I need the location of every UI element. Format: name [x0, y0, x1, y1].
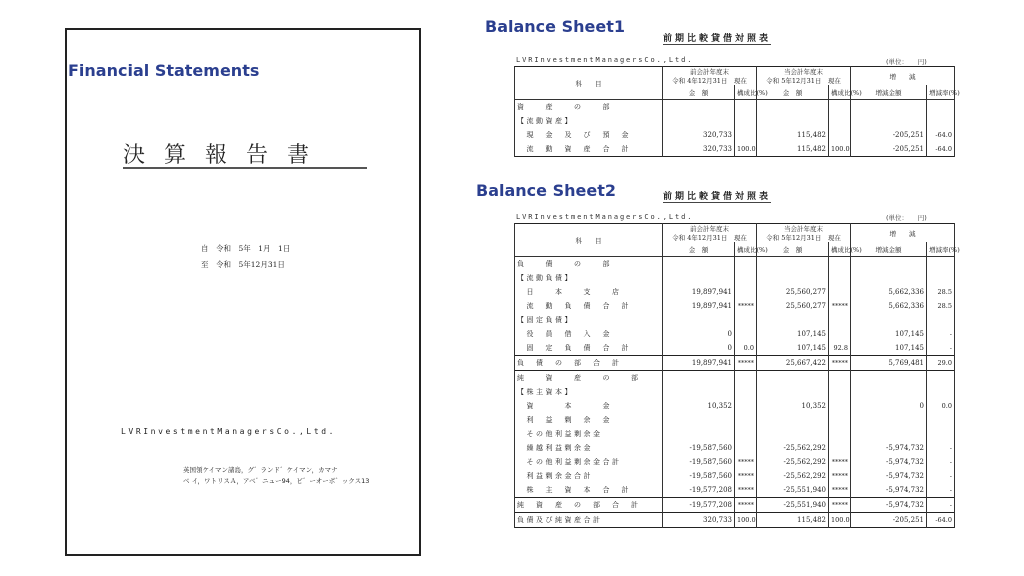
row-label: その他利益剰余金	[515, 427, 663, 441]
curr-ratio: *****	[829, 483, 851, 498]
prev-amount: -19,587,560	[663, 455, 735, 469]
curr-ratio	[829, 427, 851, 441]
table-row	[515, 513, 955, 528]
prev-amount: 19,897,941	[663, 299, 735, 313]
prev-amount	[663, 271, 735, 285]
cover-address-line2: ベ イ，ワトリスＡ，アベ゛ニュー94，ビ゛ーオーボ゛ックス13	[183, 477, 370, 485]
change-amount: -5,974,732	[851, 455, 927, 469]
prev-ratio	[735, 285, 757, 299]
row-label: 固 定 負 債 合 計	[515, 341, 663, 356]
table-row	[515, 483, 955, 498]
prev-amount: 320,733	[663, 128, 735, 142]
change-ratio	[927, 427, 955, 441]
prev-ratio: 100.0	[735, 142, 757, 157]
curr-ratio: *****	[829, 469, 851, 483]
curr-ratio: *****	[829, 498, 851, 513]
table-row	[515, 498, 955, 513]
row-label: 流 動 負 債 合 計	[515, 299, 663, 313]
curr-amount: 25,667,422	[757, 356, 829, 371]
prev-ratio	[735, 385, 757, 399]
curr-ratio: *****	[829, 299, 851, 313]
table-row	[515, 257, 955, 272]
change-ratio	[927, 114, 955, 128]
cover-page	[65, 28, 421, 556]
table-row	[515, 413, 955, 427]
change-amount: -205,251	[851, 513, 927, 528]
bs1-company: LVRInvestmentManagersCo.,Ltd.	[516, 56, 694, 64]
table-row	[515, 399, 955, 413]
row-label: 役 員 借 入 金	[515, 327, 663, 341]
header-amount: 金 額	[757, 85, 829, 100]
change-ratio: 0.0	[927, 399, 955, 413]
table-row	[515, 100, 955, 115]
prev-ratio	[735, 100, 757, 115]
prev-amount: 0	[663, 341, 735, 356]
table-row	[515, 385, 955, 399]
bs2-unit: (単位： 円)	[886, 214, 927, 222]
change-amount: -5,974,732	[851, 441, 927, 455]
table-row	[515, 128, 955, 142]
header-change-ratio: 増減率(%)	[927, 85, 955, 100]
curr-amount	[757, 385, 829, 399]
prev-ratio: 0.0	[735, 341, 757, 356]
header-prev: 前会計年度末 令和 4年12月31日 現在	[663, 67, 757, 86]
curr-ratio	[829, 257, 851, 272]
change-ratio: -64.0	[927, 513, 955, 528]
row-label: 純 資 産 の 部	[515, 371, 663, 386]
curr-amount	[757, 257, 829, 272]
table-row	[515, 114, 955, 128]
prev-ratio: *****	[735, 498, 757, 513]
header-ratio: 構成比(%)	[735, 242, 757, 257]
header-change: 増 減	[851, 67, 955, 86]
prev-ratio	[735, 257, 757, 272]
curr-ratio	[829, 371, 851, 386]
header-ratio: 構成比(%)	[829, 85, 851, 100]
curr-amount: 115,482	[757, 128, 829, 142]
row-label: 【固定負債】	[515, 313, 663, 327]
prev-amount	[663, 413, 735, 427]
change-amount: -205,251	[851, 142, 927, 157]
row-label: 現 金 及 び 預 金	[515, 128, 663, 142]
prev-amount: -19,577,208	[663, 483, 735, 498]
change-amount: 107,145	[851, 341, 927, 356]
row-label: その他利益剰余金合計	[515, 455, 663, 469]
bs1-title: 前期比較貸借対照表	[663, 31, 771, 45]
curr-ratio	[829, 441, 851, 455]
change-ratio: -	[927, 441, 955, 455]
row-label: 株 主 資 本 合 計	[515, 483, 663, 498]
curr-ratio: 92.8	[829, 341, 851, 356]
prev-amount: 320,733	[663, 142, 735, 157]
balance-sheet2-heading: Balance Sheet2	[476, 181, 616, 200]
table-row	[515, 356, 955, 371]
row-label: 流 動 資 産 合 計	[515, 142, 663, 157]
header-change-ratio: 増減率(%)	[927, 242, 955, 257]
row-label: 純 資 産 の 部 合 計	[515, 498, 663, 513]
curr-amount: 107,145	[757, 327, 829, 341]
change-amount	[851, 371, 927, 386]
change-ratio: -	[927, 341, 955, 356]
change-amount: 0	[851, 399, 927, 413]
prev-amount	[663, 385, 735, 399]
change-ratio	[927, 371, 955, 386]
row-label: 【流動資産】	[515, 114, 663, 128]
row-label: 資 本 金	[515, 399, 663, 413]
prev-ratio	[735, 427, 757, 441]
prev-amount: 19,897,941	[663, 285, 735, 299]
curr-amount: 10,352	[757, 399, 829, 413]
row-label: 負 債 の 部 合 計	[515, 356, 663, 371]
prev-amount: 0	[663, 327, 735, 341]
row-label: 日 本 支 店	[515, 285, 663, 299]
change-ratio: -	[927, 483, 955, 498]
change-amount: 107,145	[851, 327, 927, 341]
change-amount: -5,974,732	[851, 498, 927, 513]
header-item: 科 目	[515, 224, 663, 257]
period-to: 至 令和 5年12月31日	[201, 260, 285, 269]
curr-ratio: 100.0	[829, 142, 851, 157]
change-ratio: -	[927, 455, 955, 469]
bs1-unit: (単位： 円)	[886, 58, 927, 66]
balance-sheet1-heading: Balance Sheet1	[485, 17, 625, 36]
table-row	[515, 313, 955, 327]
curr-amount: -25,562,292	[757, 441, 829, 455]
change-ratio: -	[927, 469, 955, 483]
curr-amount	[757, 271, 829, 285]
prev-ratio: *****	[735, 455, 757, 469]
prev-ratio	[735, 114, 757, 128]
prev-amount	[663, 313, 735, 327]
prev-ratio	[735, 399, 757, 413]
change-ratio: 28.5	[927, 285, 955, 299]
curr-amount	[757, 427, 829, 441]
header-prev: 前会計年度末 令和 4年12月31日 現在	[663, 224, 757, 243]
prev-ratio	[735, 441, 757, 455]
row-label: 利 益 剰 余 金	[515, 413, 663, 427]
change-amount: -5,974,732	[851, 469, 927, 483]
curr-ratio	[829, 114, 851, 128]
row-label: 負 債 の 部	[515, 257, 663, 272]
prev-amount	[663, 371, 735, 386]
table-row	[515, 285, 955, 299]
cover-address-line1: 英国領ケイマン諸島，グ゛ランド゛ケイマン，カマナ	[183, 466, 338, 474]
change-amount	[851, 427, 927, 441]
curr-ratio	[829, 285, 851, 299]
prev-amount: -19,587,560	[663, 441, 735, 455]
table-row	[515, 142, 955, 157]
header-change-amount: 増減金額	[851, 85, 927, 100]
row-label: 繰越利益剰余金	[515, 441, 663, 455]
curr-ratio	[829, 271, 851, 285]
curr-amount: 25,560,277	[757, 285, 829, 299]
curr-amount	[757, 114, 829, 128]
row-label: 【流動負債】	[515, 271, 663, 285]
header-curr: 当会計年度末 令和 5年12月31日 現在	[757, 67, 851, 86]
change-amount: 5,769,481	[851, 356, 927, 371]
change-ratio: -	[927, 498, 955, 513]
table-row	[515, 327, 955, 341]
change-ratio	[927, 385, 955, 399]
header-item: 科 目	[515, 67, 663, 100]
curr-amount: -25,562,292	[757, 455, 829, 469]
change-ratio	[927, 313, 955, 327]
change-amount	[851, 313, 927, 327]
curr-amount: 115,482	[757, 513, 829, 528]
prev-amount: 10,352	[663, 399, 735, 413]
header-amount: 金 額	[663, 85, 735, 100]
change-ratio	[927, 100, 955, 115]
table-row	[515, 469, 955, 483]
curr-amount	[757, 100, 829, 115]
title-rule	[123, 167, 367, 169]
curr-amount: -25,551,940	[757, 498, 829, 513]
header-ratio: 構成比(%)	[829, 242, 851, 257]
header-change-amount: 増減金額	[851, 242, 927, 257]
curr-ratio	[829, 327, 851, 341]
change-amount: 5,662,336	[851, 299, 927, 313]
curr-ratio	[829, 413, 851, 427]
prev-amount	[663, 427, 735, 441]
change-amount	[851, 257, 927, 272]
table-row	[515, 441, 955, 455]
balance-sheet1-table	[514, 66, 960, 157]
prev-ratio	[735, 271, 757, 285]
curr-ratio	[829, 313, 851, 327]
prev-ratio	[735, 313, 757, 327]
prev-amount	[663, 114, 735, 128]
table-row	[515, 371, 955, 386]
prev-amount: -19,577,208	[663, 498, 735, 513]
curr-amount	[757, 371, 829, 386]
change-ratio: 28.5	[927, 299, 955, 313]
change-ratio: -	[927, 327, 955, 341]
change-ratio	[927, 257, 955, 272]
prev-ratio	[735, 327, 757, 341]
table-row	[515, 427, 955, 441]
curr-ratio: *****	[829, 356, 851, 371]
prev-amount	[663, 100, 735, 115]
prev-ratio: *****	[735, 469, 757, 483]
curr-ratio: 100.0	[829, 513, 851, 528]
prev-ratio: *****	[735, 299, 757, 313]
change-amount	[851, 100, 927, 115]
curr-ratio: *****	[829, 455, 851, 469]
change-amount: 5,662,336	[851, 285, 927, 299]
prev-ratio: 100.0	[735, 513, 757, 528]
cover-company: LVRInvestmentManagersCo.,Ltd.	[121, 427, 337, 436]
change-amount	[851, 114, 927, 128]
change-ratio	[927, 271, 955, 285]
cover-doc-title: 決算報告書	[123, 143, 329, 168]
header-ratio: 構成比(%)	[735, 85, 757, 100]
curr-ratio	[829, 399, 851, 413]
table-row	[515, 341, 955, 356]
curr-ratio	[829, 385, 851, 399]
bs2-title: 前期比較貸借対照表	[663, 189, 771, 203]
change-amount: -205,251	[851, 128, 927, 142]
header-amount: 金 額	[663, 242, 735, 257]
curr-amount: -25,551,940	[757, 483, 829, 498]
header-curr: 当会計年度末 令和 5年12月31日 現在	[757, 224, 851, 243]
curr-amount: 107,145	[757, 341, 829, 356]
prev-ratio	[735, 128, 757, 142]
prev-amount: 320,733	[663, 513, 735, 528]
balance-sheet2-table	[514, 223, 960, 528]
change-ratio	[927, 413, 955, 427]
prev-ratio: *****	[735, 483, 757, 498]
row-label: 資 産 の 部	[515, 100, 663, 115]
curr-ratio	[829, 100, 851, 115]
header-change: 増 減	[851, 224, 955, 243]
financial-statements-heading: Financial Statements	[68, 61, 260, 80]
change-amount: -5,974,732	[851, 483, 927, 498]
change-ratio: -64.0	[927, 142, 955, 157]
curr-ratio	[829, 128, 851, 142]
curr-amount	[757, 313, 829, 327]
row-label: 【株主資本】	[515, 385, 663, 399]
prev-amount: 19,897,941	[663, 356, 735, 371]
table-row	[515, 299, 955, 313]
period-from: 自 令和 5年 1月 1日	[201, 244, 291, 253]
table-row	[515, 271, 955, 285]
prev-amount: -19,587,560	[663, 469, 735, 483]
row-label: 利益剰余金合計	[515, 469, 663, 483]
change-ratio: -64.0	[927, 128, 955, 142]
curr-amount: 25,560,277	[757, 299, 829, 313]
curr-amount: -25,562,292	[757, 469, 829, 483]
bs2-company: LVRInvestmentManagersCo.,Ltd.	[516, 213, 694, 221]
curr-amount: 115,482	[757, 142, 829, 157]
curr-amount	[757, 413, 829, 427]
prev-ratio	[735, 371, 757, 386]
row-label: 負債及び純資産合計	[515, 513, 663, 528]
prev-ratio	[735, 413, 757, 427]
change-amount	[851, 271, 927, 285]
change-amount	[851, 385, 927, 399]
prev-ratio: *****	[735, 356, 757, 371]
header-amount: 金 額	[757, 242, 829, 257]
prev-amount	[663, 257, 735, 272]
change-amount	[851, 413, 927, 427]
table-row	[515, 455, 955, 469]
change-ratio: 29.0	[927, 356, 955, 371]
